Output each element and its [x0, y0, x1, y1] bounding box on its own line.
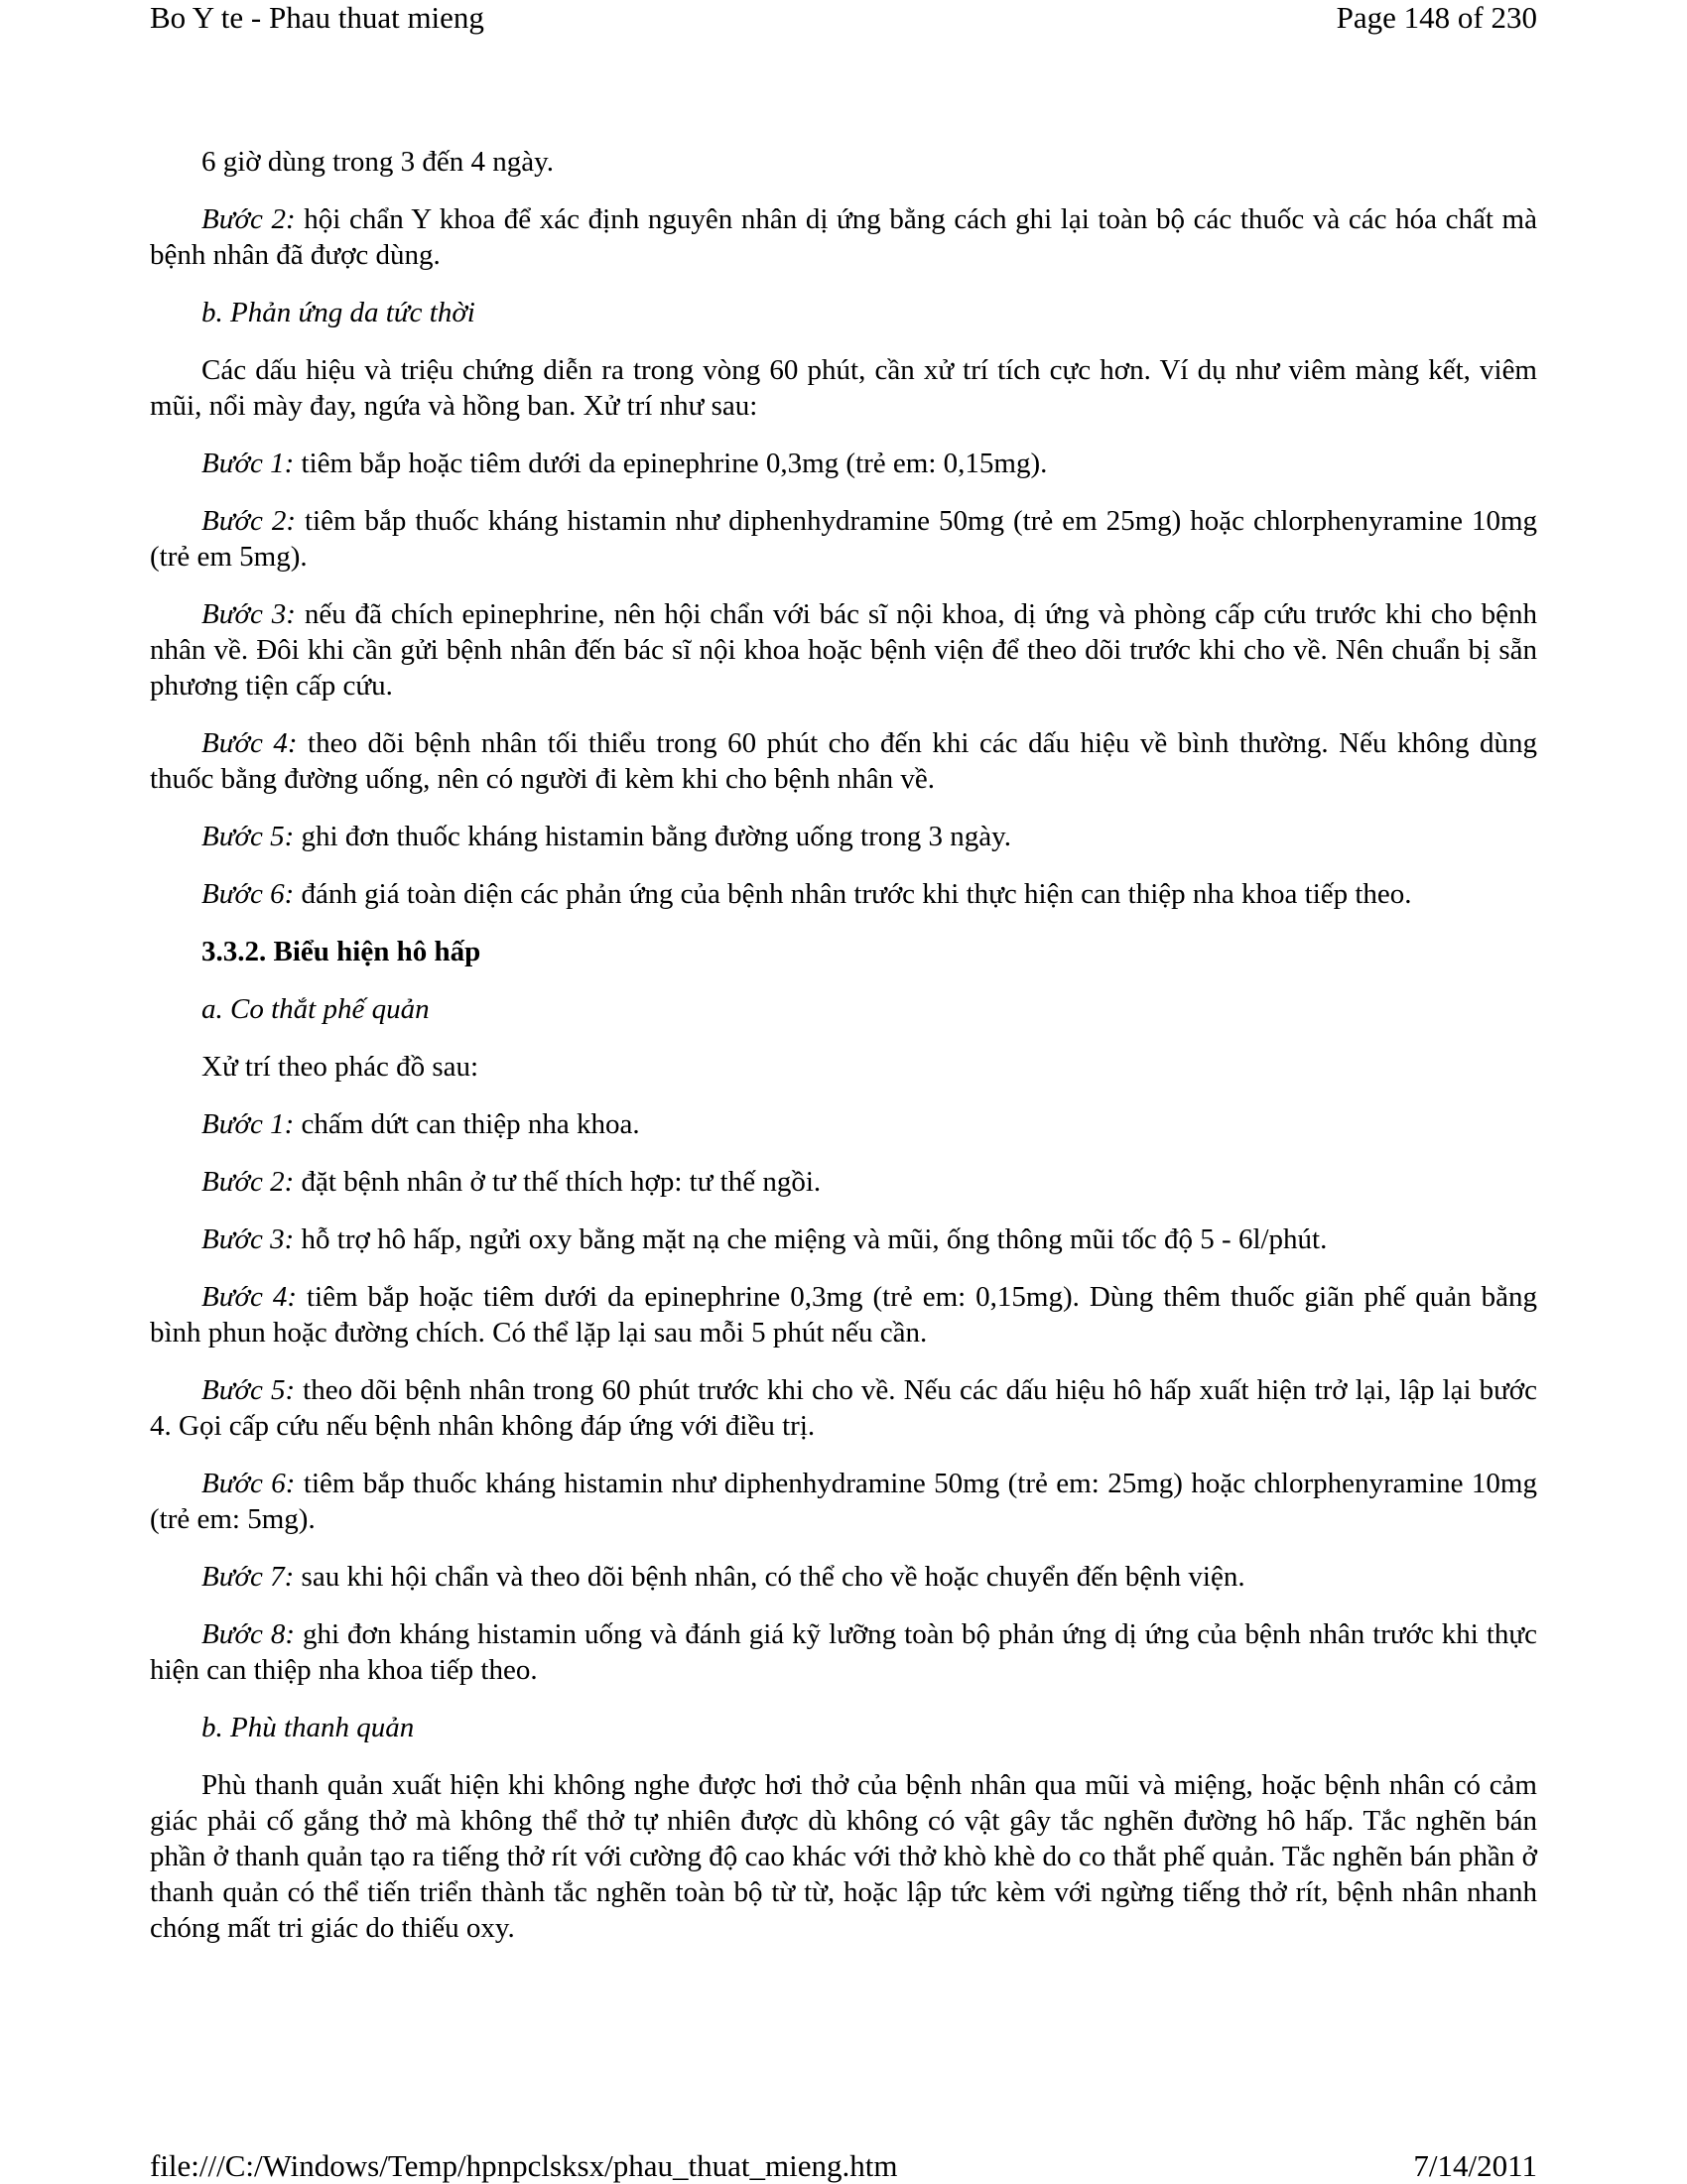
- step-text: hội chẩn Y khoa để xác định nguyên nhân dị ứng bằng cách ghi lại toàn bộ các thuốc và các hóa chất mà bệnh nhân đã được dùng.: [150, 203, 1537, 271]
- step-label: Bước 4:: [201, 727, 298, 759]
- step-paragraph: [150, 1106, 1537, 1142]
- step-label: Bước 8:: [201, 1618, 296, 1650]
- step-paragraph: [150, 1221, 1537, 1257]
- step-paragraph: [150, 1164, 1537, 1200]
- step-paragraph: [150, 1616, 1537, 1688]
- step-label: Bước 3:: [201, 598, 296, 630]
- step-label: Bước 6:: [201, 1468, 296, 1499]
- step-label: Bước 1:: [201, 448, 295, 479]
- step-text: tiêm bắp hoặc tiêm dưới da epinephrine 0,3mg (trẻ em: 0,15mg). Dùng thêm thuốc giãn phế quản bằng bình phun hoặc đường chích. Có thể lặp lại sau mỗi 5 phút nếu cần.: [150, 1281, 1537, 1349]
- step-paragraph: [150, 1466, 1537, 1537]
- step-paragraph: [150, 446, 1537, 481]
- step-label: Bước 7:: [201, 1561, 295, 1593]
- step-text: nếu đã chích epinephrine, nên hội chẩn với bác sĩ nội khoa, dị ứng và phòng cấp cứu trước khi cho bệnh nhân về. Đôi khi cần gửi bệnh nhân đến bác sĩ nội khoa hoặc bệnh viện để theo dõi trước khi cho về. Nên chuẩn bị sẵn phương tiện cấp cứu.: [150, 598, 1537, 702]
- step-text: chấm dứt can thiệp nha khoa.: [294, 1108, 640, 1140]
- step-paragraph: [150, 503, 1537, 575]
- step-paragraph: [150, 1279, 1537, 1350]
- file-path: file:///C:/Windows/Temp/hpnpclsksx/phau_thuat_mieng.htm: [150, 2148, 898, 2183]
- document-title: Bo Y te - Phau thuat mieng: [150, 0, 484, 35]
- step-label: Bước 2:: [201, 203, 296, 235]
- step-text: sau khi hội chẩn và theo dõi bệnh nhân, có thể cho về hoặc chuyển đến bệnh viện.: [294, 1561, 1245, 1593]
- step-label: Bước 2:: [201, 1166, 295, 1198]
- step-text: ghi đơn kháng histamin uống và đánh giá kỹ lưỡng toàn bộ phản ứng dị ứng của bệnh nhân trước khi thực hiện can thiệp nha khoa tiếp theo.: [150, 1618, 1537, 1686]
- step-paragraph: [150, 1559, 1537, 1595]
- step-text: tiêm bắp thuốc kháng histamin như diphenhydramine 50mg (trẻ em: 25mg) hoặc chlorphenyramine 10mg (trẻ em: 5mg).: [150, 1468, 1537, 1535]
- step-paragraph: [150, 1372, 1537, 1444]
- step-label: Bước 6:: [201, 878, 295, 910]
- step-label: Bước 1:: [201, 1108, 295, 1140]
- paragraph: Xử trí theo phác đồ sau:: [201, 1051, 479, 1083]
- step-text: đánh giá toàn diện các phản ứng của bệnh nhân trước khi thực hiện can thiệp nha khoa tiếp theo.: [294, 878, 1412, 910]
- page-footer: [150, 2148, 1537, 2184]
- step-label: Bước 3:: [201, 1223, 295, 1255]
- step-text: hỗ trợ hô hấp, ngửi oxy bằng mặt nạ che miệng và mũi, ống thông mũi tốc độ 5 - 6l/phút.: [294, 1223, 1328, 1255]
- step-paragraph: [150, 725, 1537, 797]
- step-label: Bước 5:: [201, 1374, 296, 1406]
- print-date: 7/14/2011: [1413, 2148, 1537, 2183]
- section-heading: 3.3.2. Biểu hiện hô hấp: [201, 936, 481, 967]
- step-paragraph: [150, 876, 1537, 912]
- step-text: tiêm bắp thuốc kháng histamin như diphenhydramine 50mg (trẻ em 25mg) hoặc chlorphenyramine 10mg (trẻ em 5mg).: [150, 505, 1537, 573]
- paragraph: Phù thanh quản xuất hiện khi không nghe được hơi thở của bệnh nhân qua mũi và miệng, hoặc bệnh nhân có cảm giác phải cố gắng thở mà không thể thở tự nhiên được dù không có vật gây tắc nghẽn đường hô hấp. Tắc nghẽn bán phần ở thanh quản tạo ra tiếng thở rít với cường độ cao khác với thở khò khè do co thắt phế quản. Tắc nghẽn bán phần ở thanh quản có thể tiến triển thành tắc nghẽn toàn bộ từ từ, hoặc lập tức kèm với ngừng tiếng thở rít, bệnh nhân nhanh chóng mất tri giác do thiếu oxy.: [150, 1769, 1537, 1944]
- step-paragraph: [150, 596, 1537, 704]
- page-number: Page 148 of 230: [1336, 0, 1537, 35]
- step-paragraph: [150, 201, 1537, 273]
- step-label: Bước 2:: [201, 505, 297, 537]
- subsection-heading: a. Co thắt phế quản: [201, 993, 430, 1025]
- step-paragraph: [150, 819, 1537, 854]
- subsection-heading: b. Phù thanh quản: [201, 1712, 415, 1743]
- step-text: theo dõi bệnh nhân tối thiểu trong 60 phút cho đến khi các dấu hiệu về bình thường. Nếu không dùng thuốc bằng đường uống, nên có người đi kèm khi cho bệnh nhân về.: [150, 727, 1537, 795]
- step-text: ghi đơn thuốc kháng histamin bằng đường uống trong 3 ngày.: [294, 821, 1012, 852]
- step-text: đặt bệnh nhân ở tư thế thích hợp: tư thế ngồi.: [294, 1166, 822, 1198]
- step-text: tiêm bắp hoặc tiêm dưới da epinephrine 0,3mg (trẻ em: 0,15mg).: [294, 448, 1048, 479]
- step-text: theo dõi bệnh nhân trong 60 phút trước khi cho về. Nếu các dấu hiệu hô hấp xuất hiện trở lại, lập lại bước 4. Gọi cấp cứu nếu bệnh nhân không đáp ứng với điều trị.: [150, 1374, 1537, 1442]
- step-label: Bước 4:: [201, 1281, 297, 1313]
- paragraph: Các dấu hiệu và triệu chứng diễn ra trong vòng 60 phút, cần xử trí tích cực hơn. Ví dụ như viêm màng kết, viêm mũi, nổi mày đay, ngứa và hồng ban. Xử trí như sau:: [150, 354, 1537, 422]
- subsection-heading: b. Phản ứng da tức thời: [201, 297, 475, 328]
- document-body: [150, 144, 1537, 1946]
- step-label: Bước 5:: [201, 821, 295, 852]
- page-header: [150, 0, 1537, 36]
- paragraph: 6 giờ dùng trong 3 đến 4 ngày.: [201, 146, 554, 178]
